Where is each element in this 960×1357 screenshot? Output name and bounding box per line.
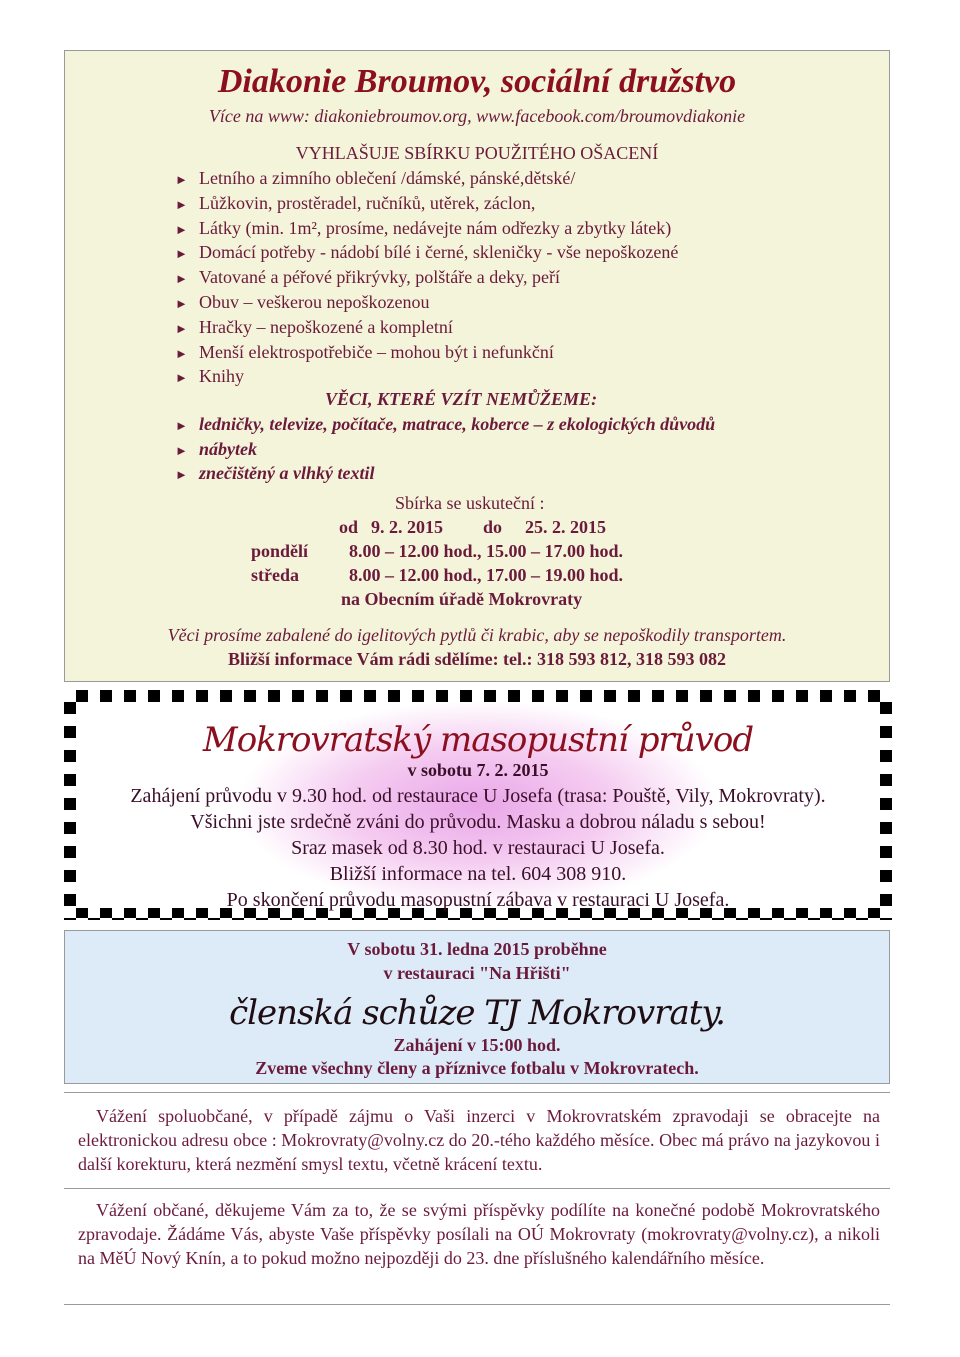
meeting-start: Zahájení v 15:00 hod. — [393, 1035, 561, 1055]
list-item: ► Hračky – nepoškozené a kompletní — [175, 316, 678, 341]
arrow-icon: ► — [175, 172, 188, 187]
masopust-box — [64, 690, 892, 920]
arrow-icon: ► — [175, 246, 188, 262]
list-item: ► Lůžkovin, prostěradel, ručníků, utěrek, záclon, — [175, 192, 678, 217]
masopust-title: Mokrovratský masopustní průvod — [202, 720, 754, 760]
collection-box — [64, 50, 890, 682]
divider — [64, 1188, 890, 1189]
masopust-line: Všichni jste srdečně zváni do průvodu. Masku a dobrou náladu s sebou! — [190, 811, 766, 833]
arrow-icon: ► — [175, 345, 188, 361]
divider — [64, 1092, 890, 1093]
rejected-items-list — [175, 413, 715, 487]
contributions-paragraph: Vážení občané, děkujeme Vám za to, že se svými příspěvky podílíte na konečné podobě Mokrovratského zpravodaje. Žádáme Vás, abyste Vaše příspěvky posílali na OÚ Mokrovraty (mokrovraty@volny.cz), a nikoli na MěÚ Nový Knín, a to pokud možno nejpozději do 23. dne příslušného kalendářního měsíce. — [78, 1200, 880, 1268]
accepted-items-list — [175, 167, 678, 390]
list-item: ► Knihy — [175, 365, 678, 390]
masopust-line: Po skončení průvodu masopustní zábava v restauraci U Josefa. — [226, 889, 730, 911]
arrow-icon: ► — [175, 442, 188, 458]
meeting-title: členská schůze TJ Mokrovraty. — [229, 993, 725, 1033]
meeting-place: v restauraci "Na Hřišti" — [383, 963, 571, 983]
list-item: ► Vatované a péřové přikrývky, polštáře a deky, peří — [175, 266, 678, 291]
advertising-paragraph: Vážení spoluobčané, v případě zájmu o Vaši inzerci v Mokrovratském zpravodaji se obracejte na elektronickou adresu obce : Mokrovraty@volny.cz do 20.-tého každého měsíce. Obec má právo na jazykovou i další korekturu, která nezmění smysl textu, včetně krácení textu. — [78, 1106, 880, 1174]
list-item: ► znečištěný a vlhký textil — [175, 462, 715, 487]
day-wednesday: středa — [251, 565, 299, 585]
list-item: ► Látky (min. 1m², prosíme, nedávejte nám odřezky a zbytky látek) — [175, 217, 678, 242]
list-item: ► Obuv – veškerou nepoškozenou — [175, 291, 678, 316]
date-from: 9. 2. 2015 — [371, 517, 443, 537]
meeting-invite: Zveme všechny členy a příznivce fotbalu v Mokrovratech. — [255, 1058, 699, 1078]
list-item: ► Menší elektrospotřebiče – mohou být i nefunkční — [175, 341, 678, 366]
monday-hours: 8.00 – 12.00 hod., 15.00 – 17.00 hod. — [349, 541, 624, 561]
meeting-date: V sobotu 31. ledna 2015 proběhne — [347, 939, 607, 959]
arrow-icon: ► — [175, 196, 188, 212]
packing-note: Věci prosíme zabalené do igelitových pytlů či krabic, aby se nepoškodily transportem. — [167, 625, 787, 645]
masopust-date: v sobotu 7. 2. 2015 — [407, 760, 549, 780]
contact-info: Bližší informace Vám rádi sdělíme: tel.: 318 593 812, 318 593 082 — [227, 649, 727, 669]
rejected-heading: VĚCI, KTERÉ VZÍT NEMŮŽEME: — [325, 389, 598, 409]
collection-heading: VYHLAŠUJE SBÍRKU POUŽITÉHO OŠACENÍ — [295, 143, 659, 163]
arrow-icon: ► — [175, 295, 188, 311]
collection-title: Diakonie Broumov, sociální družstvo — [217, 63, 737, 100]
masopust-line: Sraz masek od 8.30 hod. v restauraci U Josefa. — [291, 837, 665, 859]
arrow-icon: ► — [175, 418, 188, 433]
list-item: ► Domácí potřeby - nádobí bílé i černé, skleničky - vše nepoškozené — [175, 241, 678, 266]
meeting-box — [64, 930, 890, 1084]
date-to: 25. 2. 2015 — [525, 517, 606, 537]
masopust-content — [76, 702, 880, 911]
masopust-line: Zahájení průvodu v 9.30 hod. od restaurace U Josefa (trasa: Pouště, Vily, Mokrovraty). — [130, 785, 826, 807]
schedule-intro: Sbírka se uskuteční : — [395, 493, 545, 513]
arrow-icon: ► — [175, 370, 188, 386]
day-monday: pondělí — [251, 541, 309, 561]
masopust-line: Bližší informace na tel. 604 308 910. — [329, 863, 627, 885]
date-from-label: od — [339, 517, 359, 537]
wednesday-hours: 8.00 – 12.00 hod., 17.00 – 19.00 hod. — [349, 565, 624, 585]
list-item: ► Letního a zimního oblečení /dámské, pánské,dětské/ — [175, 167, 678, 192]
list-item: ► nábytek — [175, 438, 715, 463]
arrow-icon: ► — [175, 221, 188, 237]
arrow-icon: ► — [175, 320, 188, 336]
collection-place: na Obecním úřadě Mokrovraty — [341, 589, 583, 609]
arrow-icon: ► — [175, 467, 188, 482]
divider — [64, 1304, 890, 1305]
arrow-icon: ► — [175, 271, 188, 287]
list-item: ► ledničky, televize, počítače, matrace, koberce – z ekologických důvodů — [175, 413, 715, 438]
collection-subtitle: Více na www: diakoniebroumov.org, www.facebook.com/broumovdiakonie — [208, 106, 746, 126]
date-to-label: do — [483, 517, 503, 537]
